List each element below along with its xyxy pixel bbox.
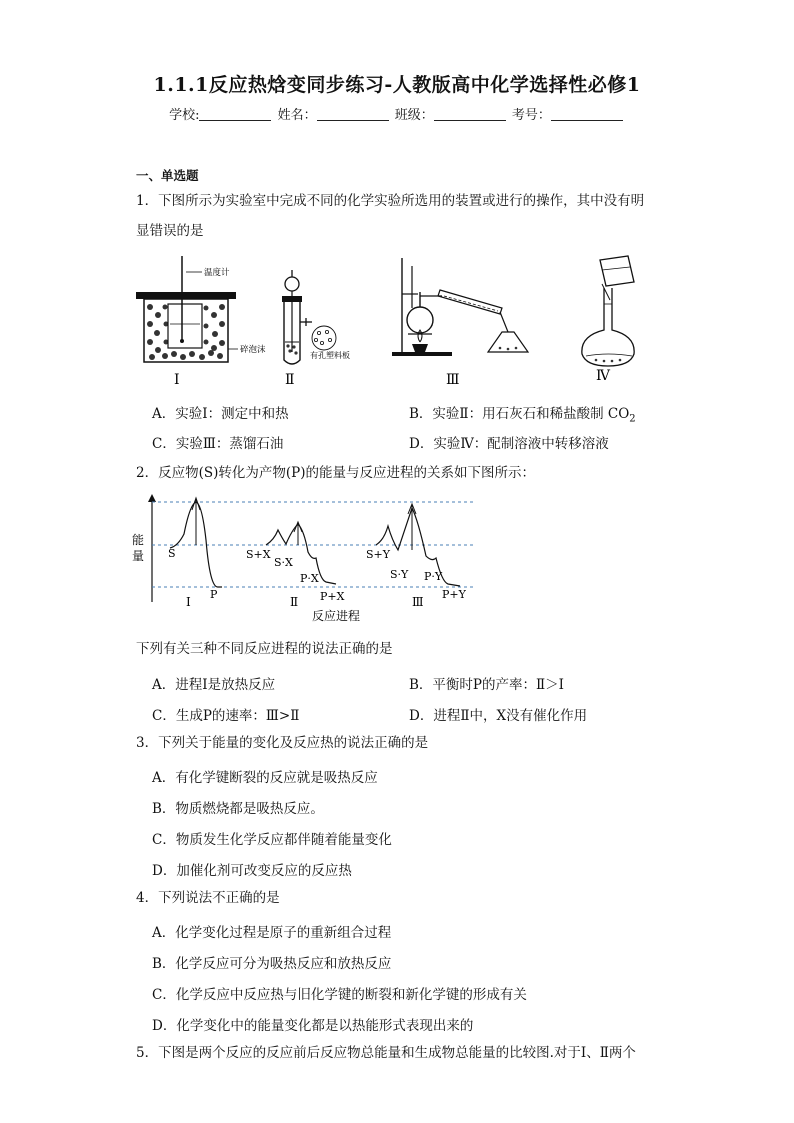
q1-option-b-text: B．实验Ⅱ：用石灰石和稀盐酸制 CO [409,406,630,422]
q2-question: 下列有关三种不同反应进程的说法正确的是 [136,641,393,657]
q3-stem: 3．下列关于能量的变化及反应热的说法正确的是 [136,735,429,751]
apparatus-3-distillation [392,258,528,388]
label-roman-III: Ⅲ [412,595,424,609]
q3-option-d[interactable]: D．加催化剂可改变反应的反应热 [152,863,352,879]
field-school-blank[interactable] [199,108,271,121]
apparatus-2-gas-tube [282,270,350,388]
q1-stem-line2: 显错误的是 [136,223,204,239]
q2-energy-diagram [130,490,480,626]
q4-option-a[interactable]: A．化学变化过程是原子的重新组合过程 [152,925,392,941]
apparatus-1-calorimeter [136,256,266,388]
label-roman-II: Ⅱ [290,595,299,609]
label-S: S [168,547,176,560]
label-S-dot-X: S·X [274,556,293,569]
field-class-blank[interactable] [434,108,506,121]
section-heading: 一、单选题 [136,168,199,183]
q2-option-c[interactable]: C．生成P的速率：Ⅲ>Ⅱ [152,708,300,724]
q2-option-b[interactable]: B．平衡时P的产率：Ⅱ＞Ⅰ [409,677,565,693]
q2-stem: 2．反应物(S)转化为产物(P)的能量与反应进程的关系如下图所示： [136,465,535,481]
label-apparatus-II: Ⅱ [285,372,295,388]
q3-option-c[interactable]: C．物质发生化学反应都伴随着能量变化 [152,832,392,848]
label-S-dot-Y: S·Y [390,568,409,581]
label-S-plus-Y: S+Y [366,548,391,561]
ylabel-char1: 能 [132,533,145,547]
q1-option-c[interactable]: C．实验Ⅲ：蒸馏石油 [152,436,284,452]
q1-apparatus-figure [130,252,660,392]
label-perforated-plate: 有孔塑料板 [310,351,350,360]
label-S-plus-X: S+X [246,548,271,561]
q3-option-b[interactable]: B．物质燃烧都是吸热反应。 [152,801,324,817]
field-exam-number-label: 考号： [511,108,551,123]
q4-stem: 4．下列说法不正确的是 [136,890,280,906]
label-foam: 碎泡沫 [240,345,266,355]
label-P-plus-X: P+X [320,590,345,603]
ylabel-char2: 量 [132,549,145,563]
field-class-label: 班级： [394,108,434,123]
q3-option-a[interactable]: A．有化学键断裂的反应就是吸热反应 [152,770,378,786]
label-apparatus-III: Ⅲ [446,372,460,388]
label-apparatus-IV: Ⅳ [596,368,610,384]
label-P: P [210,588,218,601]
q1-option-a[interactable]: A．实验Ⅰ：测定中和热 [152,406,289,422]
label-thermometer: 温度计 [204,268,230,278]
apparatus-4-volumetric-flask [582,256,634,384]
q1-option-d[interactable]: D．实验Ⅳ：配制溶液中转移溶液 [409,436,609,452]
q2-option-a[interactable]: A．进程Ⅰ是放热反应 [152,677,276,693]
xlabel: 反应进程 [312,609,361,623]
label-roman-I: Ⅰ [186,595,191,609]
q1-option-b[interactable] [409,402,636,425]
q2-option-d[interactable]: D．进程Ⅱ中，X没有催化作用 [409,708,588,724]
field-exam-number-blank[interactable] [551,108,623,121]
label-apparatus-I: Ⅰ [174,372,180,388]
q4-option-c[interactable]: C．化学反应中反应热与旧化学键的断裂和新化学键的形成有关 [152,987,527,1003]
q4-option-b[interactable]: B．化学反应可分为吸热反应和放热反应 [152,956,392,972]
curve-path-III [376,508,460,586]
page-title: 1.1.1反应热焓变同步练习-人教版高中化学选择性必修1 [153,74,641,96]
label-P-plus-Y: P+Y [442,588,466,601]
q1-option-b-subscript: 2 [629,413,636,425]
label-P-dot-X: P·X [300,572,319,585]
field-name-blank[interactable] [317,108,389,121]
label-P-dot-Y: P·Y [424,570,443,583]
q4-option-d[interactable]: D．化学变化中的能量变化都是以热能形式表现出来的 [152,1018,474,1034]
q5-stem: 5．下图是两个反应的反应前后反应物总能量和生成物总能量的比较图.对于Ⅰ、Ⅱ两个 [136,1045,636,1061]
field-school-label: 学校: [169,108,200,123]
field-name-label: 姓名： [277,108,317,123]
student-info-line [0,104,794,123]
q1-stem-line1: 1．下图所示为实验室中完成不同的化学实验所选用的装置或进行的操作，其中没有明 [136,193,645,209]
